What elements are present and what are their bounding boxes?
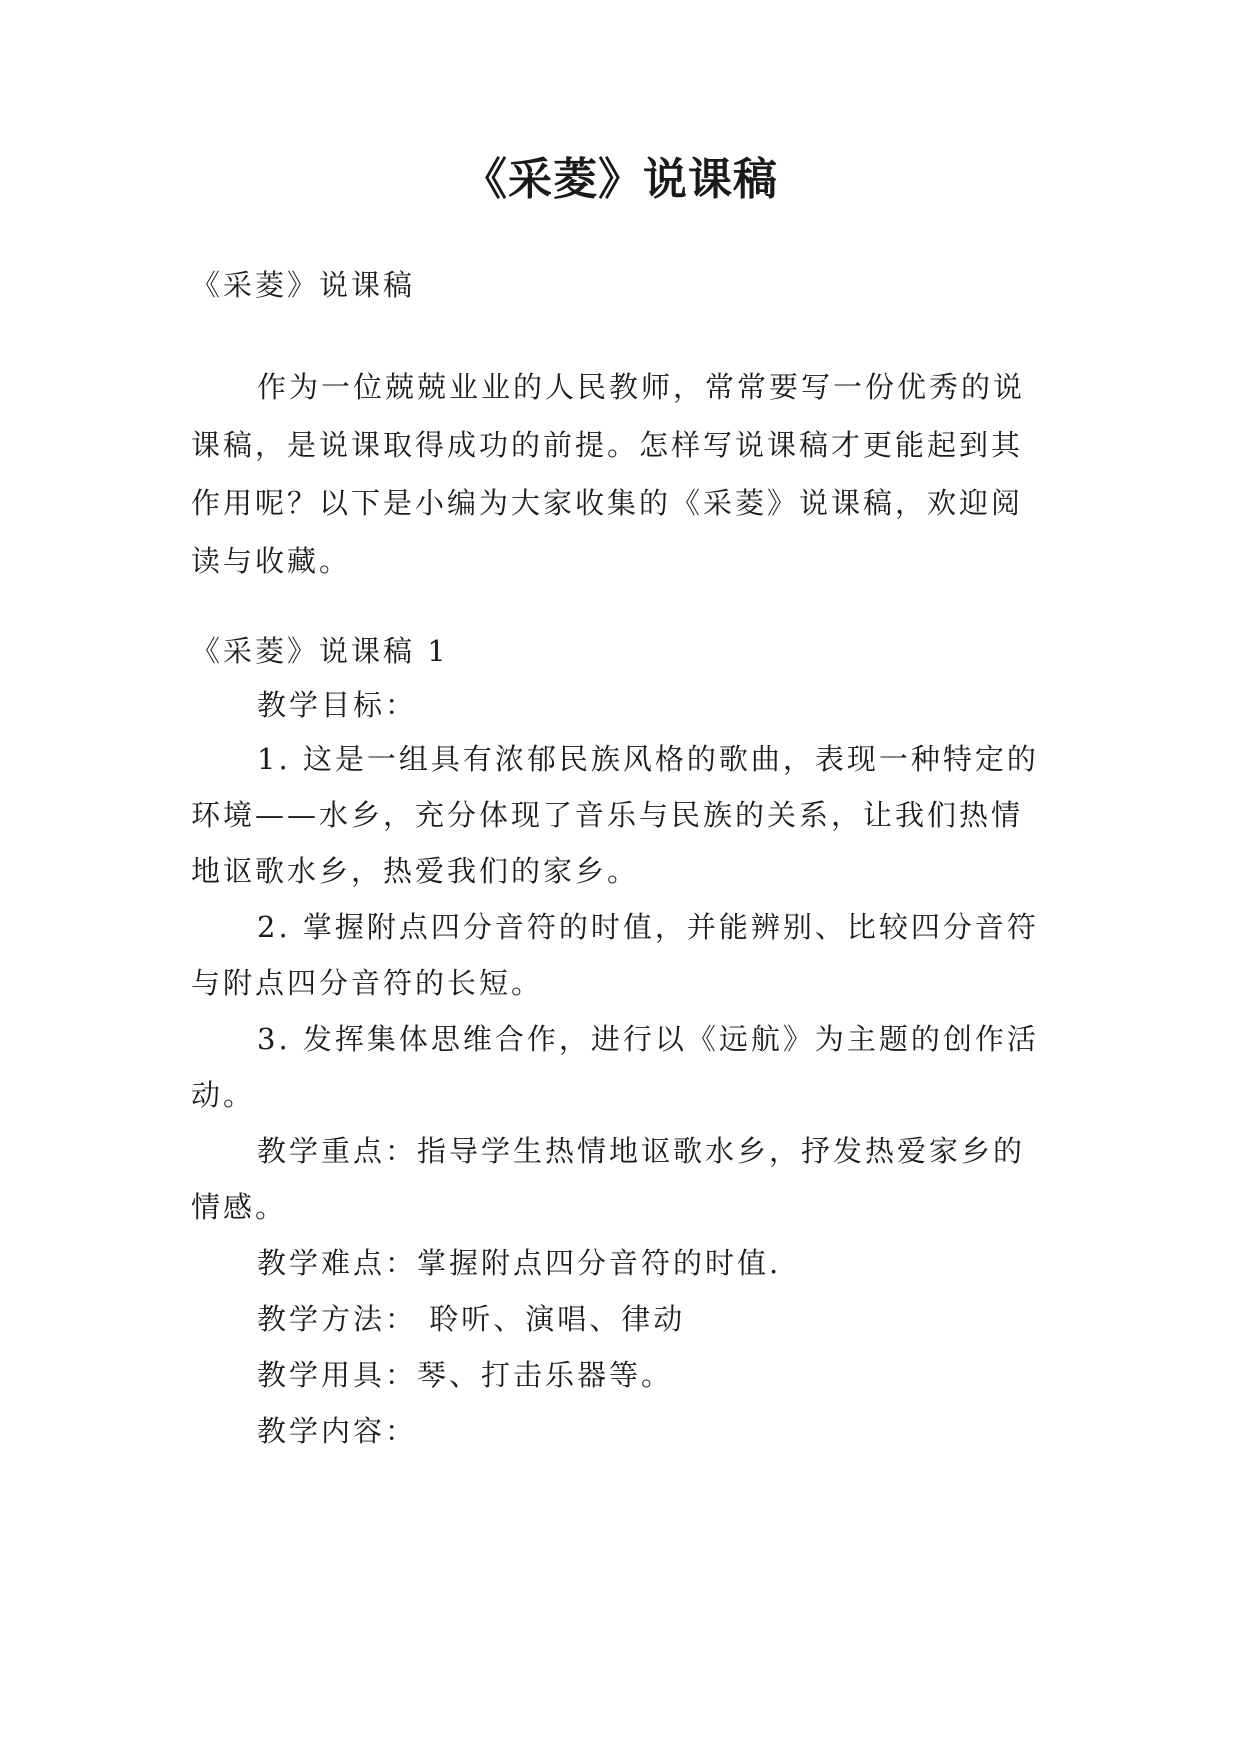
intro-line-1: 作为一位兢兢业业的人民教师，常常要写一份优秀的说 <box>257 370 1026 404</box>
document-subtitle: 《采菱》说课稿 <box>191 268 416 302</box>
key-point-line-2: 情感。 <box>191 1190 288 1224</box>
document-title: 《采菱》说课稿 <box>463 154 778 205</box>
intro-line-2: 课稿，是说课取得成功的前提。怎样写说课稿才更能起到其 <box>191 428 1024 462</box>
objective-1-line-1: 1. 这是一组具有浓郁民族风格的歌曲，表现一种特定的 <box>257 742 1039 776</box>
objective-2-line-2: 与附点四分音符的长短。 <box>191 966 544 1000</box>
objectives-label: 教学目标： <box>257 688 418 722</box>
key-point-line-1: 教学重点：指导学生热情地讴歌水乡，抒发热爱家乡的 <box>257 1134 1026 1168</box>
objective-1-line-2: 环境——水乡，充分体现了音乐与民族的关系，让我们热情 <box>191 798 1024 832</box>
section-heading: 《采菱》说课稿 1 <box>191 634 449 668</box>
objective-3-line-2: 动。 <box>191 1078 256 1112</box>
content-label: 教学内容： <box>257 1414 418 1448</box>
intro-line-3: 作用呢？以下是小编为大家收集的《采菱》说课稿，欢迎阅 <box>191 486 1024 520</box>
methods-line: 教学方法： 聆听、演唱、律动 <box>257 1302 686 1336</box>
intro-line-4: 读与收藏。 <box>191 544 352 578</box>
objective-1-line-3: 地讴歌水乡，热爱我们的家乡。 <box>191 854 640 888</box>
tools-line: 教学用具：琴、打击乐器等。 <box>257 1358 674 1392</box>
objective-3-line-1: 3. 发挥集体思维合作，进行以《远航》为主题的创作活 <box>257 1022 1039 1056</box>
objective-2-line-1: 2. 掌握附点四分音符的时值，并能辨别、比较四分音符 <box>257 910 1039 944</box>
difficulty-line: 教学难点：掌握附点四分音符的时值. <box>257 1246 782 1280</box>
